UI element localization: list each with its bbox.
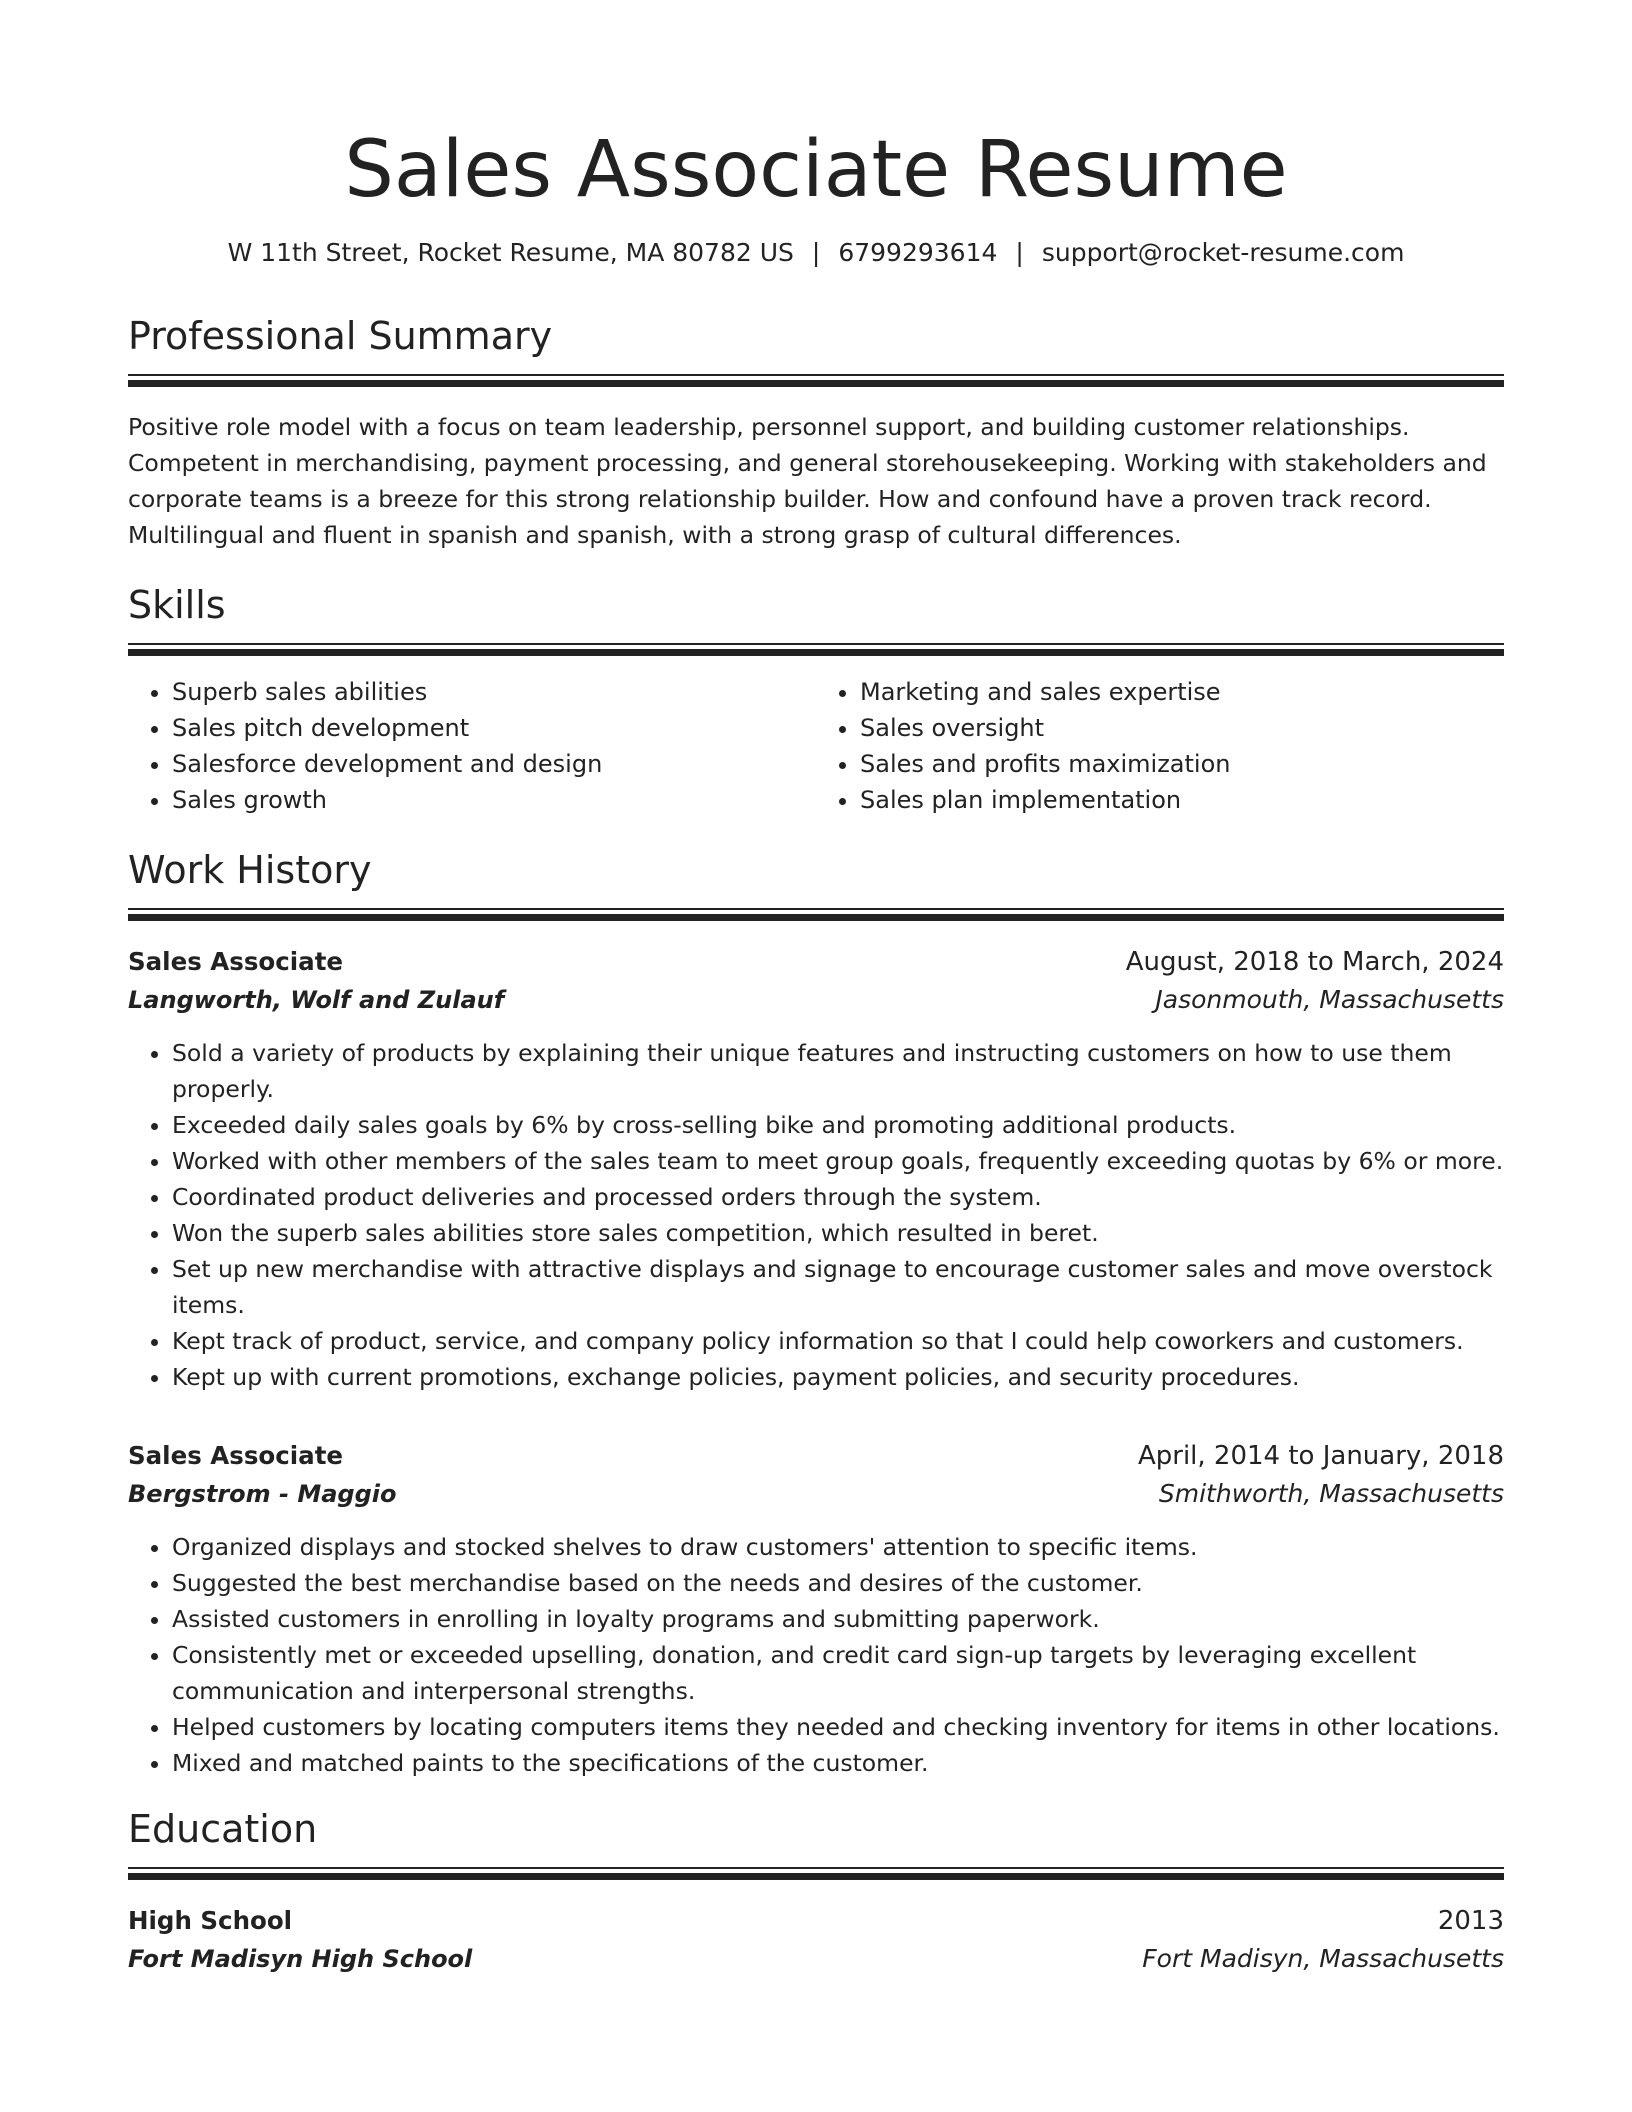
section-divider — [128, 643, 1504, 656]
education-location: Fort Madisyn, Massachusetts — [1142, 1944, 1504, 1973]
list-item: • Exceeded daily sales goals by 6% by cross-selling bike and promoting additional products. — [172, 1107, 1504, 1143]
work-history-section — [128, 846, 1504, 1781]
contact-address: W 11th Street, Rocket Resume, MA 80782 US — [227, 238, 794, 267]
skill-item: • Sales plan implementation — [860, 782, 1504, 818]
contact-separator: | — [1015, 238, 1024, 267]
job-dates: August, 2018 to March, 2024 — [1125, 947, 1504, 977]
section-divider — [128, 908, 1504, 921]
list-item: • Kept up with current promotions, exchange policies, payment policies, and security procedures. — [172, 1359, 1504, 1395]
resume-title: Sales Associate Resume — [344, 125, 1288, 215]
contact-email: support@rocket-resume.com — [1041, 238, 1405, 267]
job-subheader-row — [128, 1475, 1504, 1513]
section-heading-skills: Skills — [128, 583, 226, 627]
list-item: • Sold a variety of products by explaining their unique features and instructing customers on how to use them properly. — [172, 1035, 1504, 1107]
contact-separator: | — [811, 238, 821, 267]
education-degree: High School — [128, 1906, 293, 1935]
skill-item: • Salesforce development and design — [172, 746, 816, 782]
skill-item: • Sales growth — [172, 782, 816, 818]
education-entry — [128, 1902, 1504, 1978]
list-item: • Suggested the best merchandise based on the needs and desires of the customer. — [172, 1565, 1504, 1601]
list-item: • Helped customers by locating computers items they needed and checking inventory for items in other locations. — [172, 1709, 1504, 1745]
section-divider — [128, 374, 1504, 387]
skill-item: • Sales and profits maximization — [860, 746, 1504, 782]
job-location: Smithworth, Massachusetts — [1158, 1479, 1504, 1508]
contact-line — [128, 236, 1504, 270]
list-item: • Worked with other members of the sales team to meet group goals, frequently exceeding quotas by 6% or more. — [172, 1143, 1504, 1179]
resume-page — [128, 0, 1504, 1978]
skills-grid — [128, 674, 1504, 818]
skills-section — [128, 581, 1504, 818]
list-item: • Organized displays and stocked shelves to draw customers' attention to specific items. — [172, 1529, 1504, 1565]
job-entry — [128, 1437, 1504, 1781]
job-company: Bergstrom - Maggio — [128, 1480, 397, 1508]
skill-item: • Sales oversight — [860, 710, 1504, 746]
list-item: • Consistently met or exceeded upselling, donation, and credit card sign-up targets by leveraging excellent communication and interpersonal strengths. — [172, 1637, 1504, 1709]
education-year: 2013 — [1437, 1906, 1504, 1936]
job-title: Sales Associate — [128, 947, 344, 976]
education-section — [128, 1805, 1504, 1978]
list-item: • Coordinated product deliveries and processed orders through the system. — [172, 1179, 1504, 1215]
job-header-row — [128, 943, 1504, 981]
list-item: • Set up new merchandise with attractive displays and signage to encourage customer sales and move overstock items. — [172, 1251, 1504, 1323]
list-item: • Mixed and matched paints to the specifications of the customer. — [172, 1745, 1504, 1781]
job-entry — [128, 943, 1504, 1395]
job-subheader-row — [128, 981, 1504, 1019]
skill-item: • Sales pitch development — [172, 710, 816, 746]
list-item: • Assisted customers in enrolling in loyalty programs and submitting paperwork. — [172, 1601, 1504, 1637]
education-header-row — [128, 1902, 1504, 1940]
job-location: Jasonmouth, Massachusetts — [1155, 985, 1504, 1014]
education-school: Fort Madisyn High School — [128, 1945, 473, 1973]
job-header-row — [128, 1437, 1504, 1475]
job-dates: April, 2014 to January, 2018 — [1137, 1441, 1504, 1471]
section-heading-summary: Professional Summary — [128, 314, 553, 358]
contact-phone: 6799293614 — [838, 238, 998, 267]
job-duties-list — [128, 1035, 1504, 1395]
skills-column-left — [128, 674, 816, 818]
section-heading-work-history: Work History — [128, 848, 372, 892]
section-heading-education: Education — [128, 1807, 318, 1851]
skill-item: • Superb sales abilities — [172, 674, 816, 710]
job-duties-list — [128, 1529, 1504, 1781]
section-divider — [128, 1867, 1504, 1880]
list-item: • Kept track of product, service, and company policy information so that I could help coworkers and customers. — [172, 1323, 1504, 1359]
job-title: Sales Associate — [128, 1441, 344, 1470]
summary-section — [128, 312, 1504, 553]
job-company: Langworth, Wolf and Zulauf — [128, 986, 505, 1014]
education-subheader-row — [128, 1940, 1504, 1978]
skills-column-right — [816, 674, 1504, 818]
list-item: • Won the superb sales abilities store sales competition, which resulted in beret. — [172, 1215, 1504, 1251]
summary-text: Positive role model with a focus on team leadership, personnel support, and building customer relationships. Competent in merchandising, payment processing, and general storehousekeeping. Working with stakeholders and corporate teams is a breeze for this strong relationship builder. How and confound have a proven track record. Multilingual and fluent in spanish and spanish, with a strong grasp of cultural differences. — [128, 413, 1487, 549]
skill-item: • Marketing and sales expertise — [860, 674, 1504, 710]
